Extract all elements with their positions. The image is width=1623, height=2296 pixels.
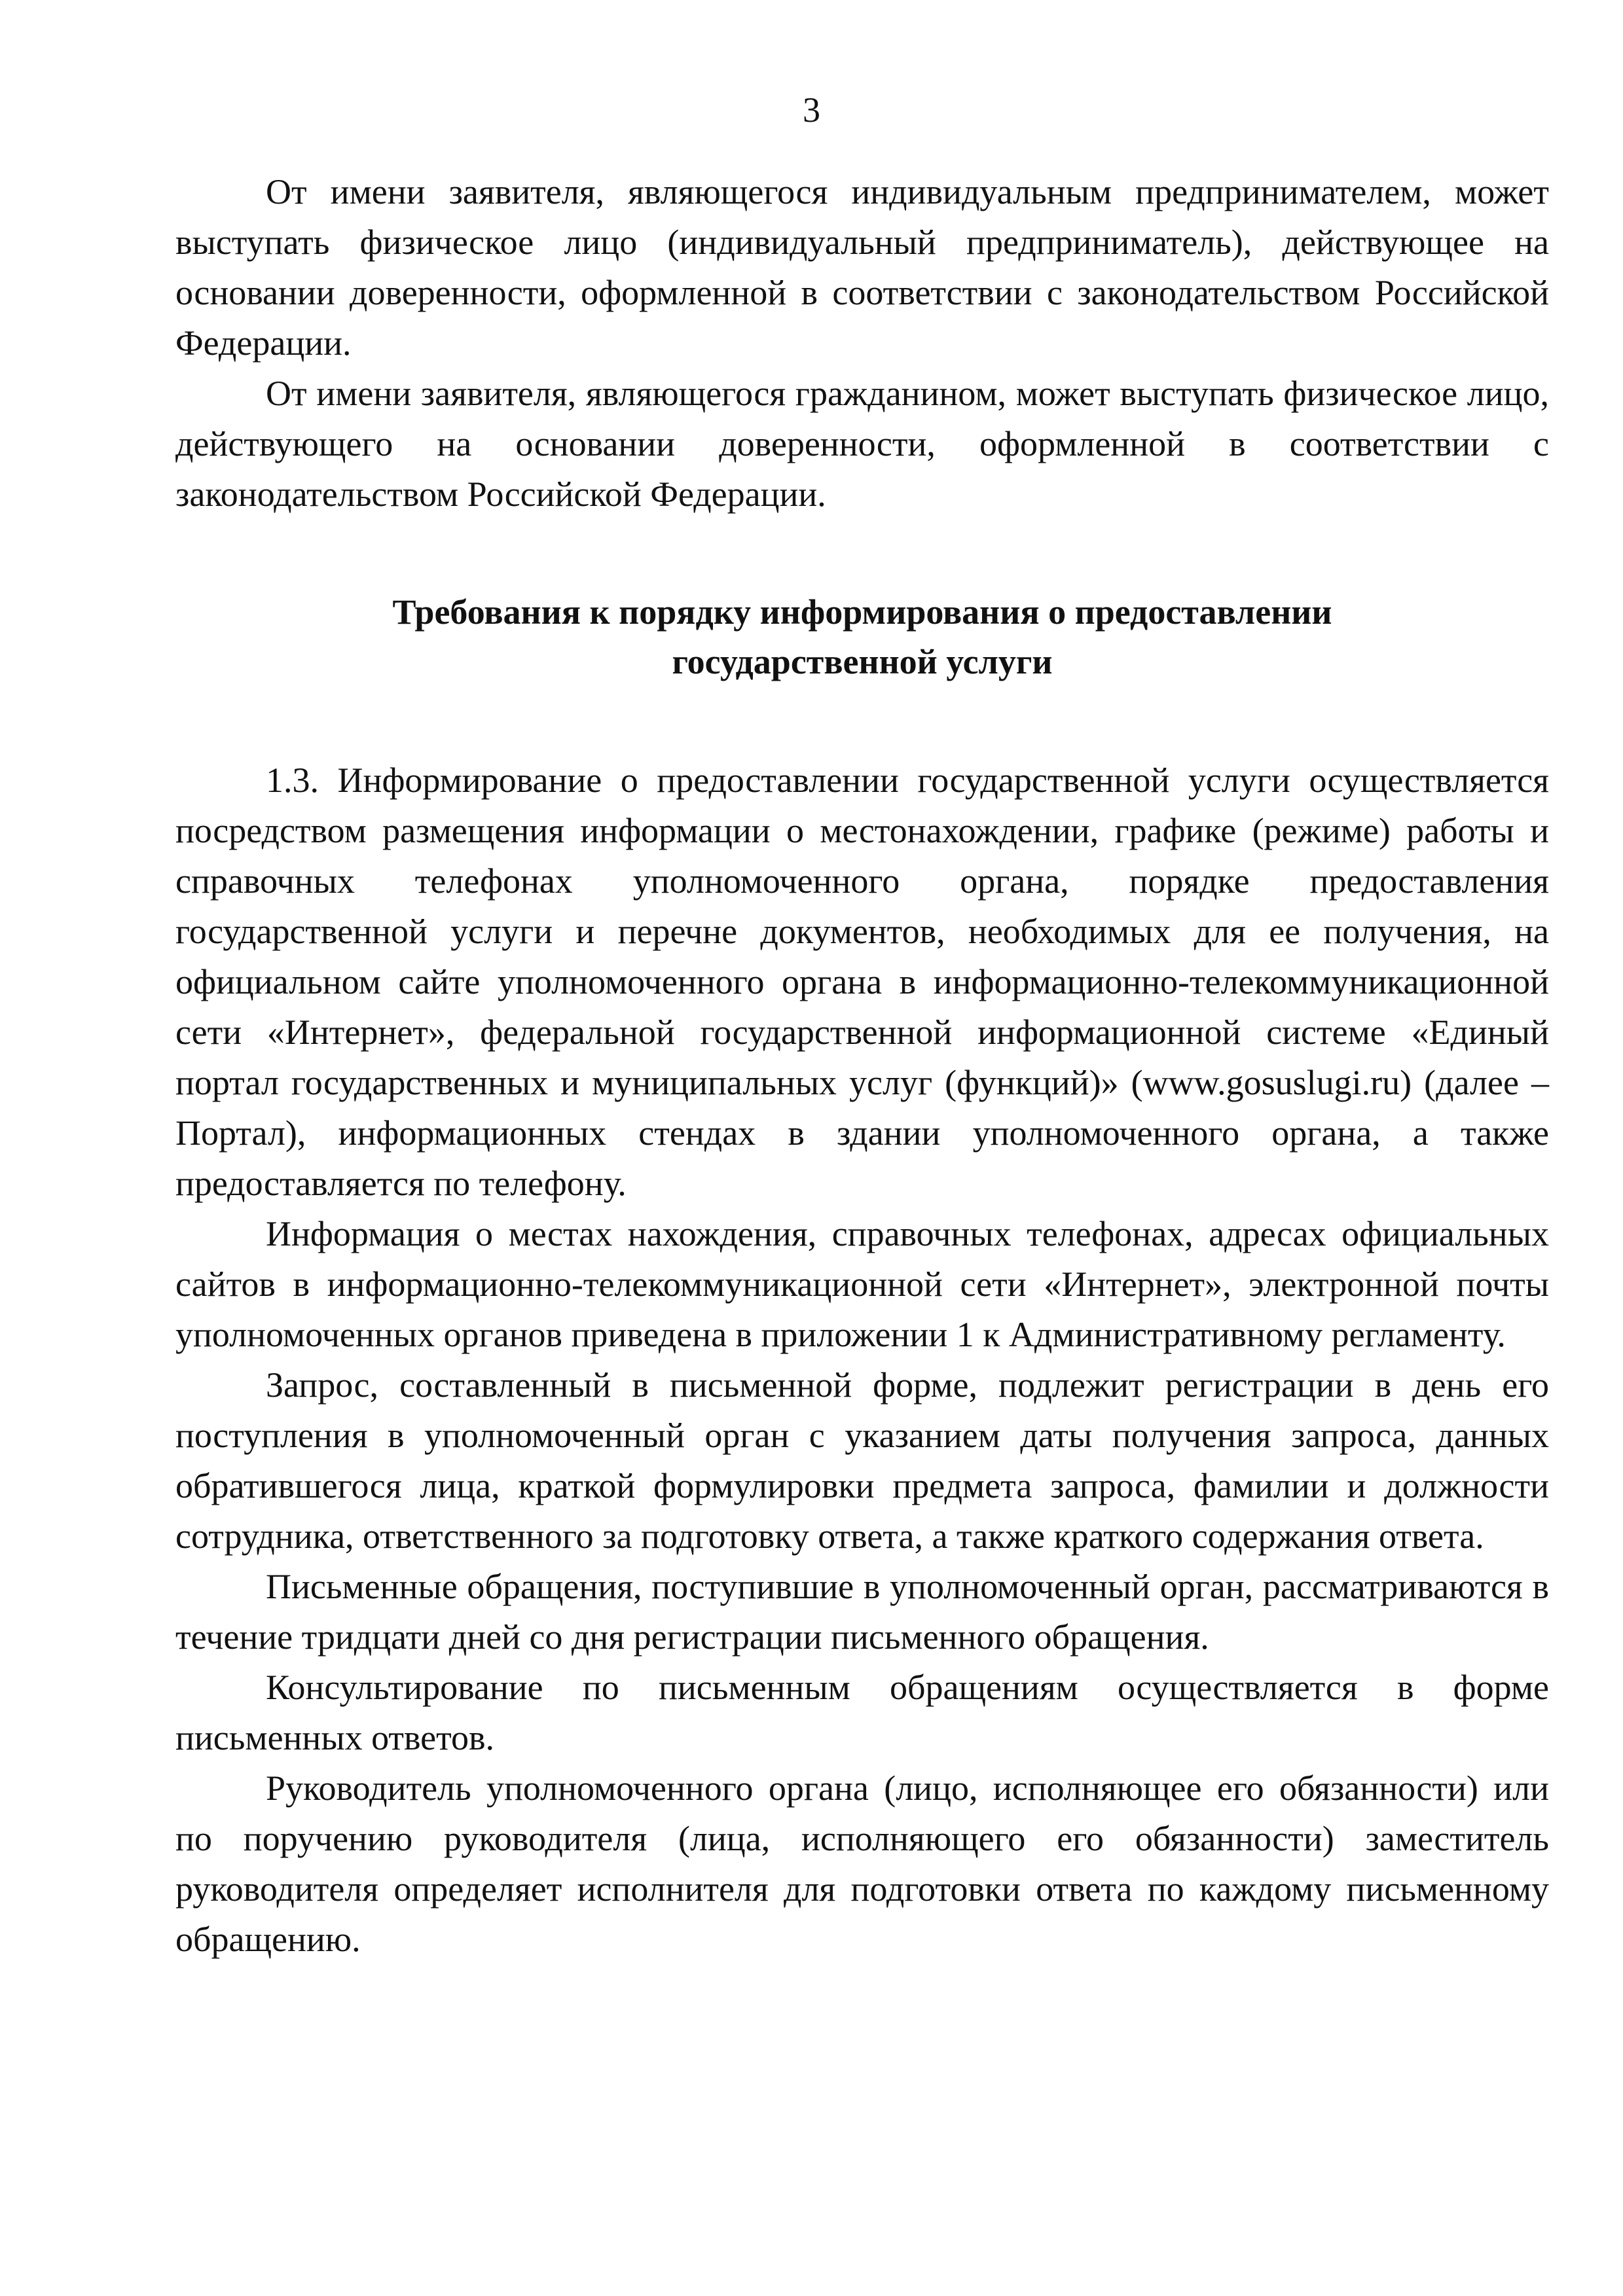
section-heading [175, 587, 1549, 687]
document-body [175, 167, 1549, 1965]
paragraph-representative-entrepreneur: От имени заявителя, являющегося индивидуальным предпринимателем, может выступать физическое лицо (индивидуальный предприниматель), действующее на основании доверенности, оформленной в соответствии с законодательством Российской Федерации. [175, 172, 1549, 363]
page-number: 3 [803, 90, 820, 130]
section-heading-line-2: государственной услуги [672, 642, 1053, 681]
paragraph-representative-citizen: От имени заявителя, являющегося гражданином, может выступать физическое лицо, действующего на основании доверенности, оформленной в соответствии с законодательством Российской Федерации. [175, 374, 1549, 514]
paragraph-1-3-informing: 1.3. Информирование о предоставлении государственной услуги осуществляется посредством размещения информации о местонахождении, графике (режиме) работы и справочных телефонах уполномоченного органа, порядке предоставления государственной услуги и перечне документов, необходимых для ее получения, на официальном сайте уполномоченного органа в информационно-телекоммуникационной сети «Интернет», федеральной государственной информационной системе «Единый портал государственных и муниципальных услуг (функций)» (www.gosuslugi.ru) (далее – Портал), информационных стендах в здании уполномоченного органа, а также предоставляется по телефону. [175, 761, 1549, 1203]
paragraph-head-assigns: Руководитель уполномоченного органа (лицо, исполняющее его обязанности) или по поручению руководителя (лица, исполняющего его обязанности) заместитель руководителя определяет исполнителя для подготовки ответа по каждому письменному обращению. [175, 1768, 1549, 1959]
paragraph-consulting: Консультирование по письменным обращениям осуществляется в форме письменных ответов. [175, 1668, 1549, 1757]
paragraph-request-registration: Запрос, составленный в письменной форме, подлежит регистрации в день его поступления в уполномоченный орган с указанием даты получения запроса, данных обратившегося лица, краткой формулировки предмета запроса, фамилии и должности сотрудника, ответственного за подготовку ответа, а также краткого содержания ответа. [175, 1365, 1549, 1556]
paragraph-written-appeals: Письменные обращения, поступившие в уполномоченный орган, рассматриваются в течение тридцати дней со дня регистрации письменного обращения. [175, 1567, 1549, 1657]
section-heading-line-1: Требования к порядку информирования о предоставлении [392, 592, 1332, 632]
paragraph-contact-info: Информация о местах нахождения, справочных телефонах, адресах официальных сайтов в информационно-телекоммуникационной сети «Интернет», электронной почты уполномоченных органов приведена в приложении 1 к Административному регламенту. [175, 1214, 1549, 1354]
